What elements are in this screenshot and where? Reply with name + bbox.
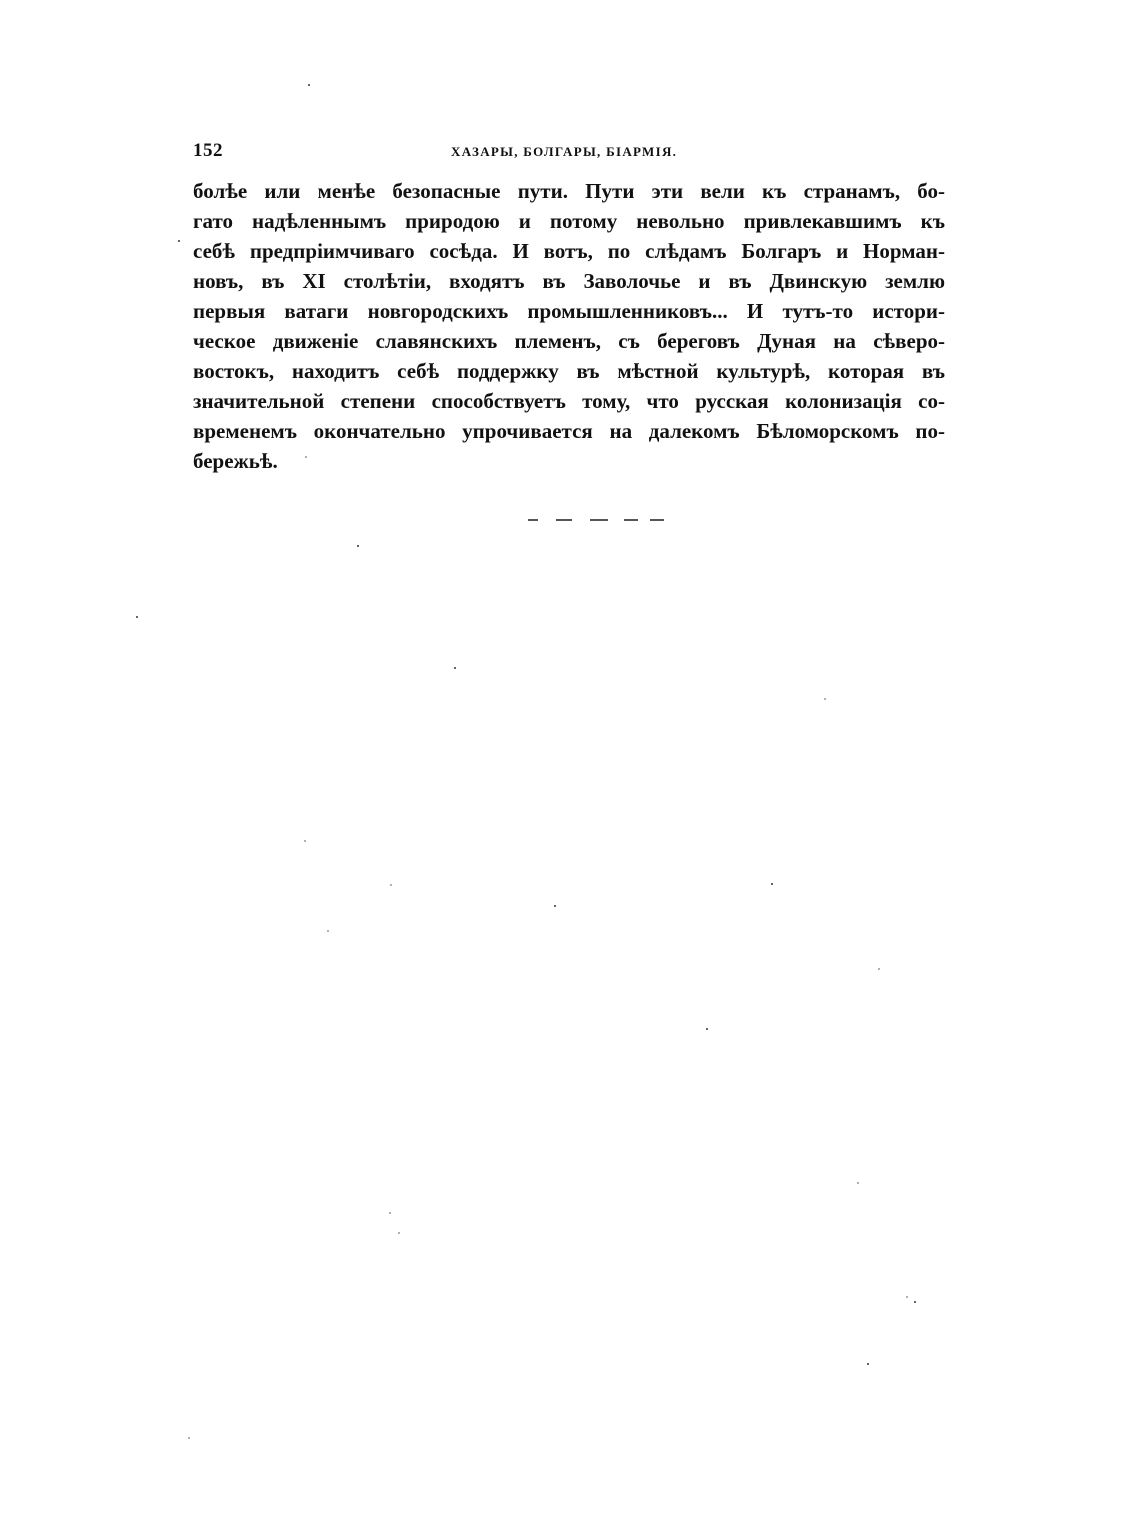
chapter-end-rule <box>528 517 664 523</box>
scan-speck <box>867 1363 869 1365</box>
scan-speck <box>454 667 456 669</box>
text-line: востокъ, находитъ себѣ поддержку въ мѣстной культурѣ, которая въ <box>193 359 945 383</box>
scan-speck <box>308 84 310 86</box>
scan-speck <box>771 883 773 885</box>
text-line: ческое движеніе славянскихъ племенъ, съ береговъ Дуная на сѣверо- <box>193 329 945 353</box>
text-line: болѣе или менѣе безопасные пути. Пути эти вели къ странамъ, бо- <box>193 179 945 203</box>
scan-speck <box>398 1232 400 1234</box>
scan-speck <box>305 456 307 458</box>
text-line: бережьѣ. <box>193 449 278 473</box>
scan-speck <box>878 968 880 970</box>
scan-speck <box>327 930 329 932</box>
scan-speck <box>188 1437 190 1439</box>
scan-speck <box>178 240 180 242</box>
scan-speck <box>390 884 392 886</box>
scan-speck <box>304 840 306 842</box>
scan-speck <box>857 1182 859 1184</box>
text-line: значительной степени способствуетъ тому, что русская колонизація со- <box>193 389 945 413</box>
scan-speck <box>824 698 826 700</box>
running-head <box>193 138 943 166</box>
scan-speck <box>136 616 138 618</box>
text-line: первыя ватаги новгородскихъ промышленниковъ... И тутъ-то истори- <box>193 299 945 323</box>
running-title: ХАЗАРЫ, БОЛГАРЫ, БІАРМІЯ. <box>451 144 678 159</box>
text-line: гато надѣленнымъ природою и потому невольно привлекавшимъ къ <box>193 209 945 233</box>
text-line: новъ, въ XI столѣтіи, входятъ въ Заволочье и въ Двинскую землю <box>193 269 945 293</box>
page-number: 152 <box>193 140 223 161</box>
scan-speck <box>554 905 556 907</box>
scan-speck <box>357 545 359 547</box>
scan-speck <box>914 1301 916 1303</box>
body-paragraph <box>193 176 945 476</box>
scan-speck <box>706 1028 708 1030</box>
scan-speck <box>389 1212 391 1214</box>
text-line: временемъ окончательно упрочивается на далекомъ Бѣломорскомъ по- <box>193 419 945 443</box>
text-line: себѣ предпріимчиваго сосѣда. И вотъ, по слѣдамъ Болгаръ и Норман- <box>193 239 945 263</box>
scan-speck <box>906 1296 908 1298</box>
